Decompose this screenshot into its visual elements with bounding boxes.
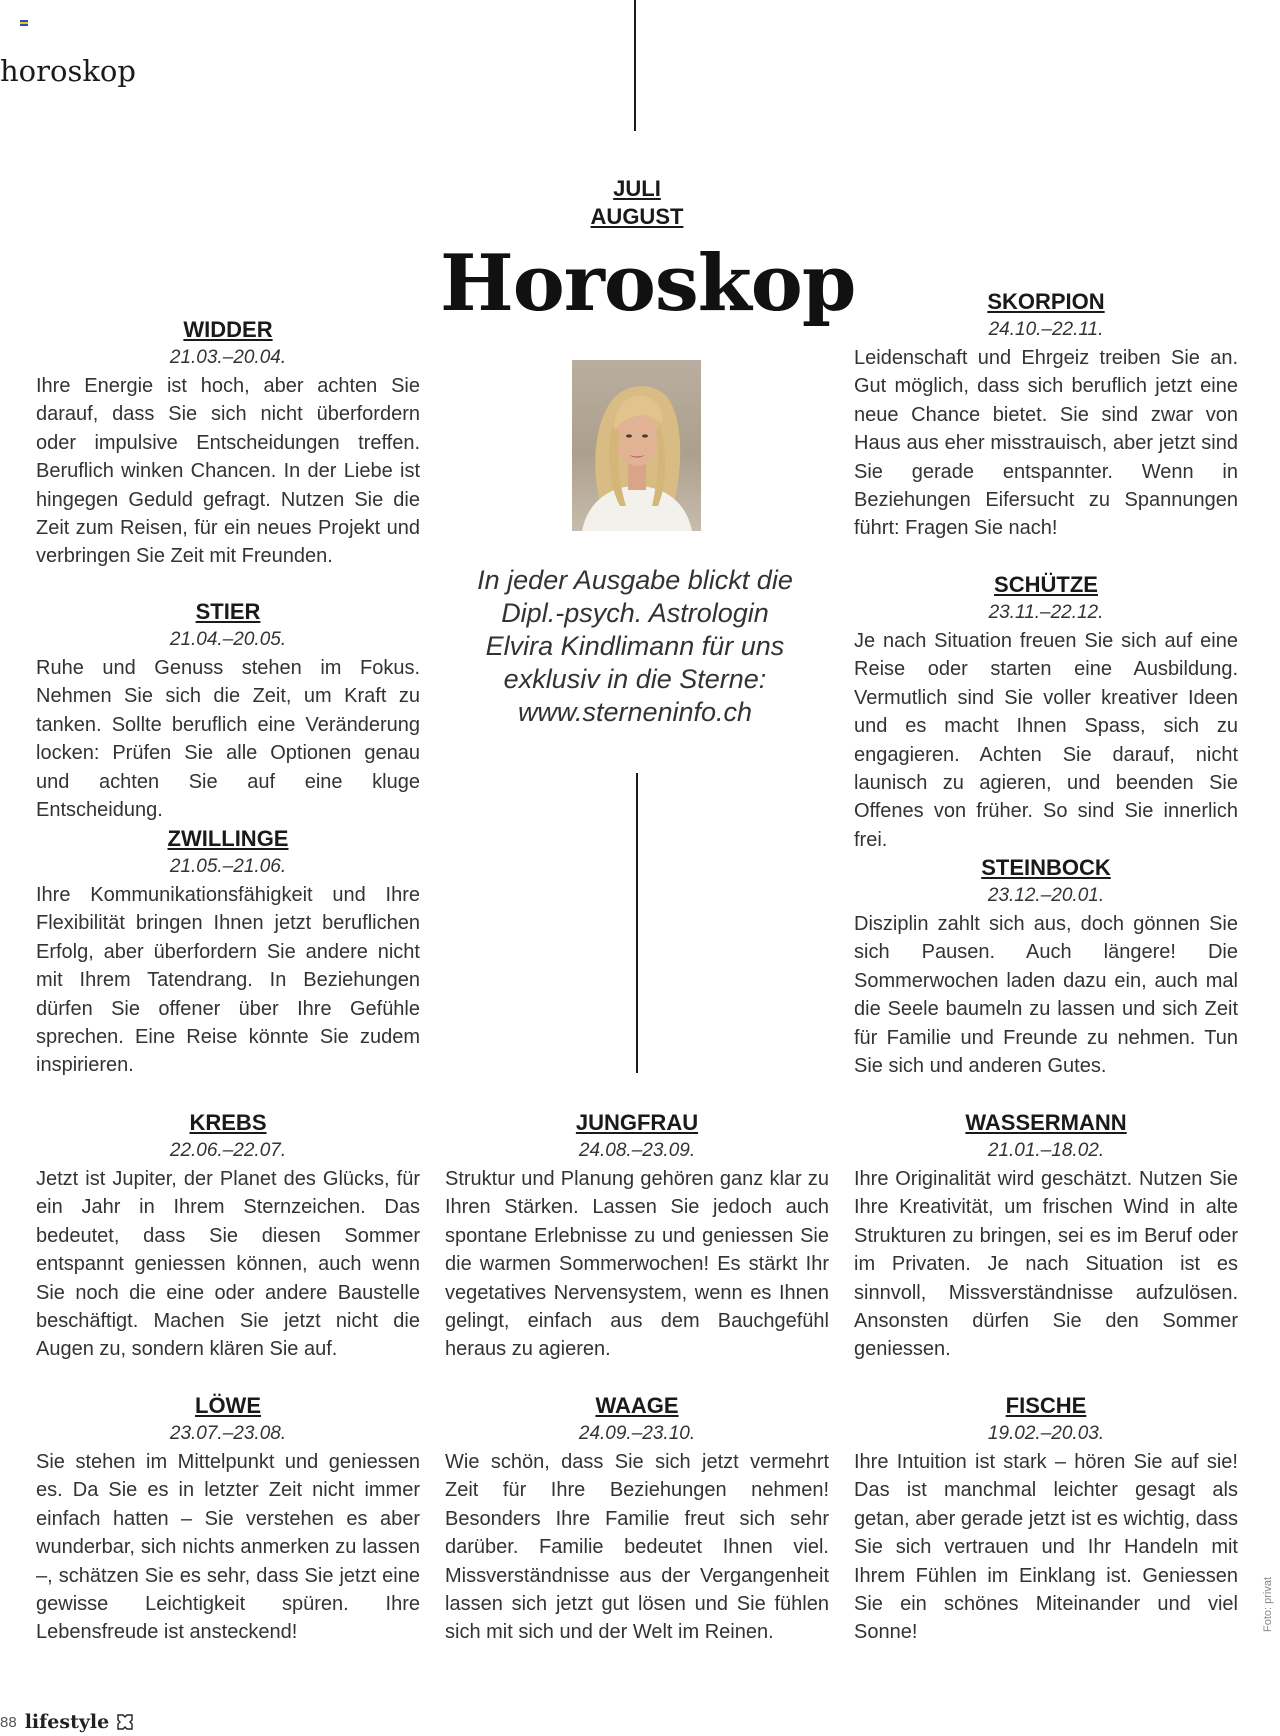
sign-text: Leidenschaft und Ehrgeiz treiben Sie an. Gut möglich, dass sich beruflich jetzt eine neue Chance bietet. Sie sind zwar von Haus aus eher misstrauisch, aber jetzt sind Sie gerade entspannter. Wenn in Beziehungen Eifersucht zu Spannungen führt: Fragen Sie nach! <box>854 347 1238 540</box>
sign-name: STIER <box>195 599 261 624</box>
page-title: Horoskop <box>440 238 856 329</box>
intro-text <box>440 564 830 729</box>
issue-months <box>540 175 734 231</box>
sign-text: Disziplin zahlt sich aus, doch gönnen Sie sich Pausen. Auch längere! Die Sommerwochen laden dazu ein, auch mal die Seele baumeln zu lassen und sich Zeit für Familie und Freunde zu nehmen. Tun Sie sich und anderen Gutes. <box>854 913 1238 1078</box>
sign-krebs <box>36 1109 420 1364</box>
page-number: 88 <box>0 1713 17 1731</box>
sign-dates: 21.05.–21.06. <box>169 856 287 877</box>
sign-name: SCHÜTZE <box>994 572 1098 597</box>
page-footer <box>0 1709 133 1735</box>
top-divider-line <box>634 0 636 131</box>
sign-name: LÖWE <box>195 1393 261 1418</box>
portrait-photo <box>572 360 701 531</box>
sign-schuetze <box>854 571 1238 854</box>
sign-text: Ihre Energie ist hoch, aber achten Sie darauf, dass Sie sich nicht überfordern oder impulsive Entscheidungen treffen. Beruflich winken Chancen. In der Liebe ist hingegen Geduld gefragt. Nutzen Sie die Zeit zum Reisen, für ein neues Projekt und verbringen Sie Zeit mit Freunden. <box>36 375 420 568</box>
intro-line: exklusiv in die Sterne: <box>503 664 767 694</box>
middle-divider-line <box>636 773 638 1073</box>
sign-jungfrau <box>445 1109 829 1364</box>
sign-dates: 23.12.–20.01. <box>987 885 1105 906</box>
sign-text: Je nach Situation freuen Sie sich auf eine Reise oder starten eine Ausbildung. Vermutlich sind Sie voller kreativer Ideen und es macht Ihnen Spass, sich zu engagieren. Achten Sie darauf, nicht launisch zu agieren, und beenden Sie Offenes von früher. So sind Sie innerlich frei. <box>854 630 1238 851</box>
sign-text: Wie schön, dass Sie sich jetzt vermehrt Zeit für Ihre Beziehungen nehmen! Besonders Ihre Familie freut sich sehr darüber. Familie bedeutet Ihnen viel. Missverständnisse aus der Vergangenheit lassen sich jetzt gut lösen und Sie fühlen sich mit sich und der Welt im Reinen. <box>445 1451 829 1644</box>
intro-line: Elvira Kindlimann für uns <box>485 631 785 661</box>
sign-wassermann <box>854 1109 1238 1364</box>
sign-name: WAAGE <box>595 1393 679 1418</box>
sign-dates: 24.10.–22.11. <box>988 319 1104 340</box>
sign-steinbock <box>854 854 1238 1080</box>
sign-name: WIDDER <box>183 317 273 342</box>
sign-dates: 23.07.–23.08. <box>169 1423 287 1444</box>
sign-text: Sie stehen im Mittelpunkt und geniessen es. Da Sie es in letzter Zeit nicht immer einfach hatten – Sie verstehen es aber wunderbar, sich nichts anmerken zu lassen –, schätzen Sie es sehr, dass Sie jetzt eine gewisse Leichtigkeit spüren. Ihre Lebensfreude ist ansteckend! <box>36 1451 420 1644</box>
author-portrait <box>572 360 701 531</box>
sign-dates: 24.09.–23.10. <box>578 1423 696 1444</box>
sign-name: FISCHE <box>1005 1393 1087 1418</box>
sign-text: Ihre Kommunikationsfähigkeit und Ihre Flexibilität bringen Ihnen jetzt beruflichen Erfolg, aber überfordern Sie andere nicht mit Ihrem Tatendrang. In Beziehungen dürfen Sie offener über Ihre Gefühle sprechen. Eine Reise könnte Sie zudem inspirieren. <box>36 884 420 1077</box>
sign-dates: 21.04.–20.05. <box>169 629 287 650</box>
sign-fische <box>854 1392 1238 1647</box>
sign-waage <box>445 1392 829 1647</box>
flag-icon <box>20 20 28 26</box>
sign-zwillinge <box>36 825 420 1080</box>
issue-month-2: AUGUST <box>590 204 684 229</box>
intro-line: Dipl.-psych. Astrologin <box>501 598 769 628</box>
sign-dates: 21.01.–18.02. <box>987 1140 1105 1161</box>
sign-name: SKORPION <box>987 289 1105 314</box>
sign-name: KREBS <box>189 1110 267 1135</box>
sign-dates: 21.03.–20.04. <box>169 347 287 368</box>
sign-dates: 22.06.–22.07. <box>169 1140 287 1161</box>
star-frame-icon <box>117 1714 133 1730</box>
sign-text: Ruhe und Genuss stehen im Fokus. Nehmen Sie sich die Zeit, um Kraft zu tanken. Sollte beruflich eine Veränderung locken: Prüfen Sie alle Optionen genau und achten Sie auf eine kluge Entscheidung. <box>36 657 420 822</box>
sign-text: Struktur und Planung gehören ganz klar zu Ihren Stärken. Lassen Sie jedoch auch spontane Erlebnisse zu und geniessen Sie die warmen Sommerwochen! Es stärkt Ihr vegetatives Nervensystem, wenn es Ihnen gelingt, einfach aus dem Bauchgefühl heraus zu agieren. <box>445 1168 829 1361</box>
intro-line: In jeder Ausgabe blickt die <box>477 565 793 595</box>
sign-name: STEINBOCK <box>981 855 1111 880</box>
intro-website-link[interactable]: www.sterneninfo.ch <box>517 697 753 727</box>
sign-name: ZWILLINGE <box>167 826 289 851</box>
sign-dates: 23.11.–22.12. <box>988 602 1104 623</box>
sign-dates: 24.08.–23.09. <box>578 1140 696 1161</box>
brand-name: lifestyle <box>24 1711 110 1733</box>
issue-month-1: JULI <box>613 176 661 201</box>
flag-stripe-bottom <box>20 24 28 26</box>
sign-widder <box>36 316 420 571</box>
sign-name: WASSERMANN <box>965 1110 1127 1135</box>
sign-stier <box>36 598 420 824</box>
section-label: horoskop <box>0 54 136 88</box>
photo-credit: Foto: privat <box>1262 1576 1274 1632</box>
sign-text: Ihre Originalität wird geschätzt. Nutzen Sie Ihre Kreativität, um frischen Wind in alte Strukturen zu bringen, sei es im Beruf oder im Privaten. Je nach Situation ist es sinnvoll, Missverständnisse aufzulösen. Ansonsten dürfen Sie den Sommer geniessen. <box>854 1168 1238 1361</box>
sign-dates: 19.02.–20.03. <box>987 1423 1105 1444</box>
sign-text: Jetzt ist Jupiter, der Planet des Glücks, für ein Jahr in Ihrem Sternzeichen. Das bedeutet, dass Sie diesen Sommer entspannt geniessen können, auch wenn Sie noch die eine oder andere Baustelle beschäftigt. Machen Sie jetzt nicht die Augen zu, sondern klären Sie auf. <box>36 1168 420 1361</box>
sign-text: Ihre Intuition ist stark – hören Sie auf sie! Das ist manchmal leichter gesagt als getan, aber gerade jetzt ist es wichtig, dass Sie sich vertrauen und Ihr Handeln mit Ihrem Fühlen im Einklang ist. Geniessen Sie ein schönes Miteinander und viel Sonne! <box>854 1451 1238 1644</box>
sign-loewe <box>36 1392 420 1647</box>
sign-name: JUNGFRAU <box>575 1110 699 1135</box>
sign-skorpion <box>854 288 1238 543</box>
